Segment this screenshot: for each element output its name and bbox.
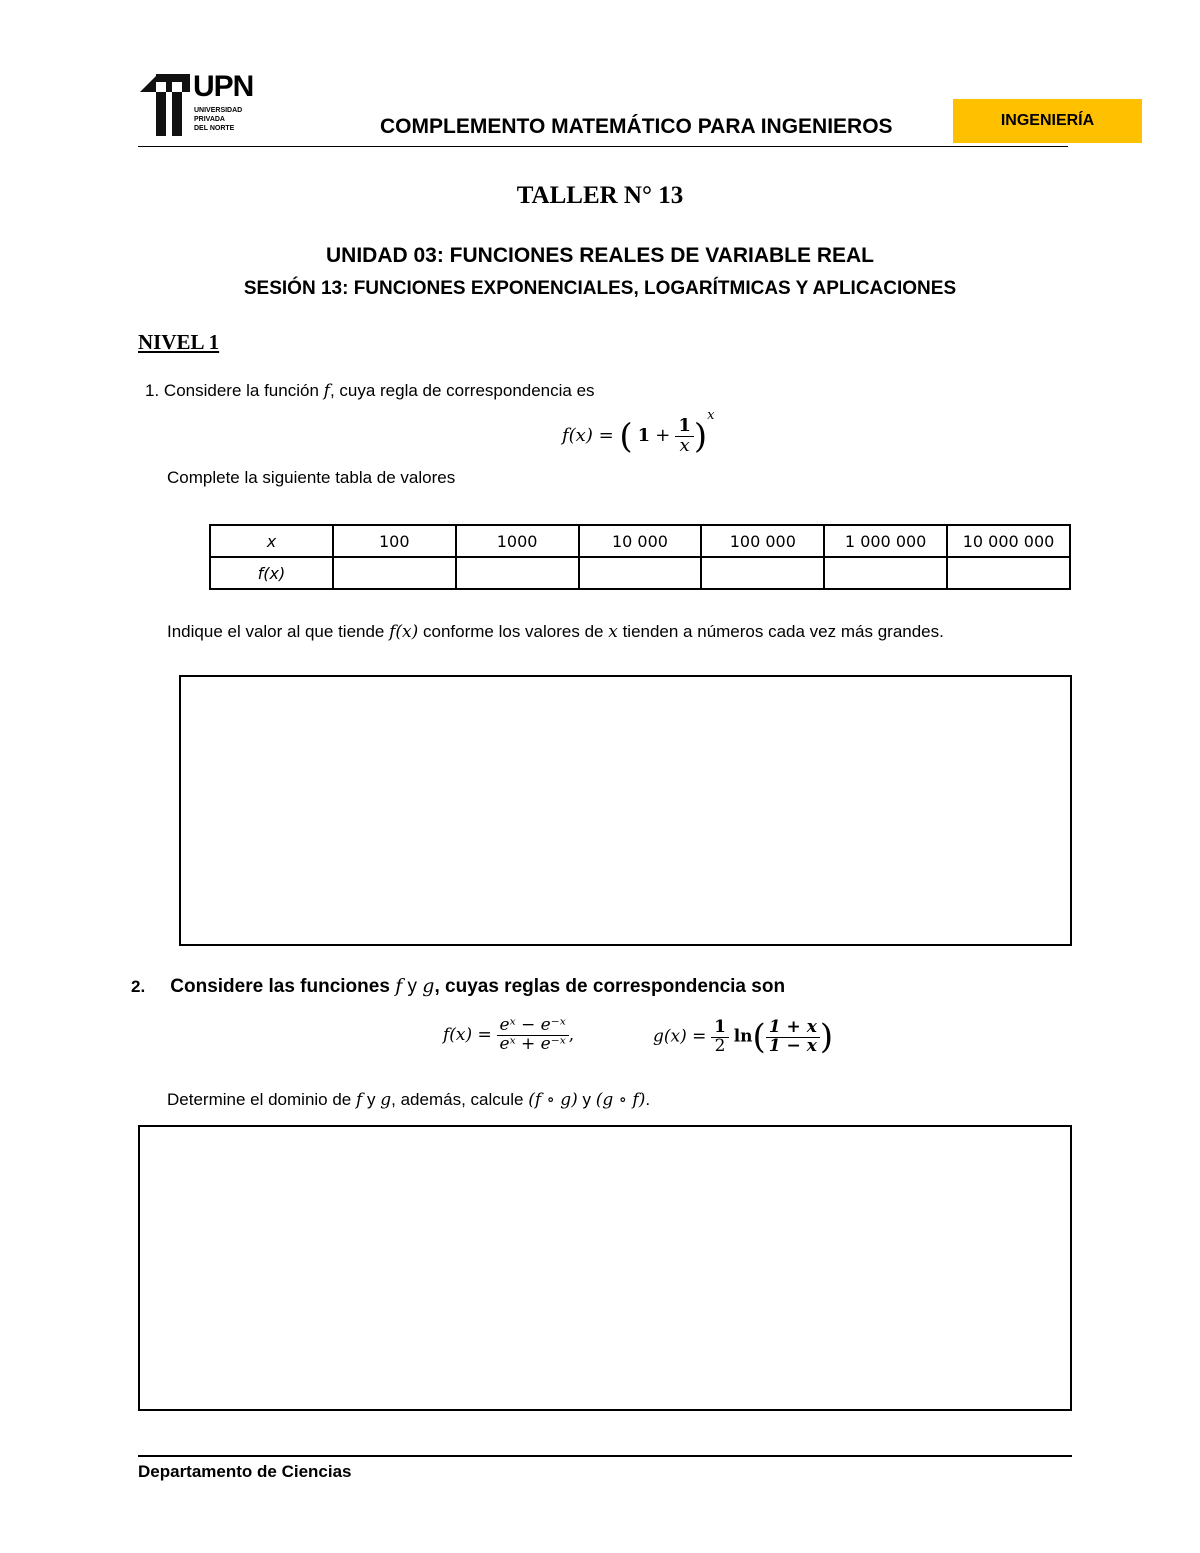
footer-divider [138,1455,1072,1457]
logo-subtext: UNIVERSIDAD PRIVADA DEL NORTE [194,107,243,132]
x-value-cell: 10 000 000 [947,525,1070,557]
q1-formula: f(x) = ( 1 + $\frac{1}{x}$ )$^x$ [562,408,715,457]
fx-answer-cell[interactable] [333,557,456,589]
q2-intro: 2. Considere las funciones f y g, cuyas reglas de correspondencia son [131,975,786,997]
q1-intro: 1. Considere la función f, cuya regla de correspondencia es [145,381,595,401]
q1-number: 1. [145,381,160,400]
q1-instruction: Complete la siguiente tabla de valores [167,468,456,487]
q1-question: Indique el valor al que tiende f(x) conforme los valores de x tienden a números cada vez más grandes. [167,622,944,642]
q2-formula-f: f(x) = $\frac{\text{eˣ − e⁻ˣ}}{\text{eˣ + e⁻ˣ}}$ , [443,1015,575,1054]
q1-answer-box[interactable] [179,675,1072,946]
fx-answer-cell[interactable] [701,557,824,589]
fx-answer-cell[interactable] [579,557,702,589]
q2-answer-box[interactable] [138,1125,1072,1411]
values-table [209,524,1071,590]
session-title: SESIÓN 13: FUNCIONES EXPONENCIALES, LOGARÍTMICAS Y APLICACIONES [243,278,957,299]
footer-department: Departamento de Ciencias [138,1462,352,1481]
row-label-fx: f(x) [210,557,333,589]
x-value-cell: 100 [333,525,456,557]
course-title: COMPLEMENTO MATEMÁTICO PARA INGENIEROS [380,115,893,138]
level-heading: NIVEL 1 [138,330,220,354]
fx-answer-cell[interactable] [947,557,1070,589]
q2-instruction: Determine el dominio de f y g, además, calcule (f ∘ g) y (g ∘ f). [167,1090,651,1110]
logo-text: UPN [193,70,254,103]
table-row-x [210,525,1070,557]
header-divider [138,146,1068,147]
unit-title: UNIDAD 03: FUNCIONES REALES DE VARIABLE REAL [326,244,874,267]
department-badge: INGENIERÍA [953,99,1142,143]
workshop-title: TALLER N° 13 [516,182,684,209]
upn-logo [138,72,258,140]
x-value-cell: 100 000 [701,525,824,557]
x-value-cell: 1000 [456,525,579,557]
table-row-fx [210,557,1070,589]
fx-answer-cell[interactable] [824,557,947,589]
row-label-x: x [210,525,333,557]
q2-formula-g: g(x) = $\frac{1}{2}$ ln( $\frac{1 + x}{1 - x}$ ) [653,1016,834,1057]
x-value-cell: 1 000 000 [824,525,947,557]
fx-answer-cell[interactable] [456,557,579,589]
x-value-cell: 10 000 [579,525,702,557]
q2-number: 2. [131,977,146,996]
